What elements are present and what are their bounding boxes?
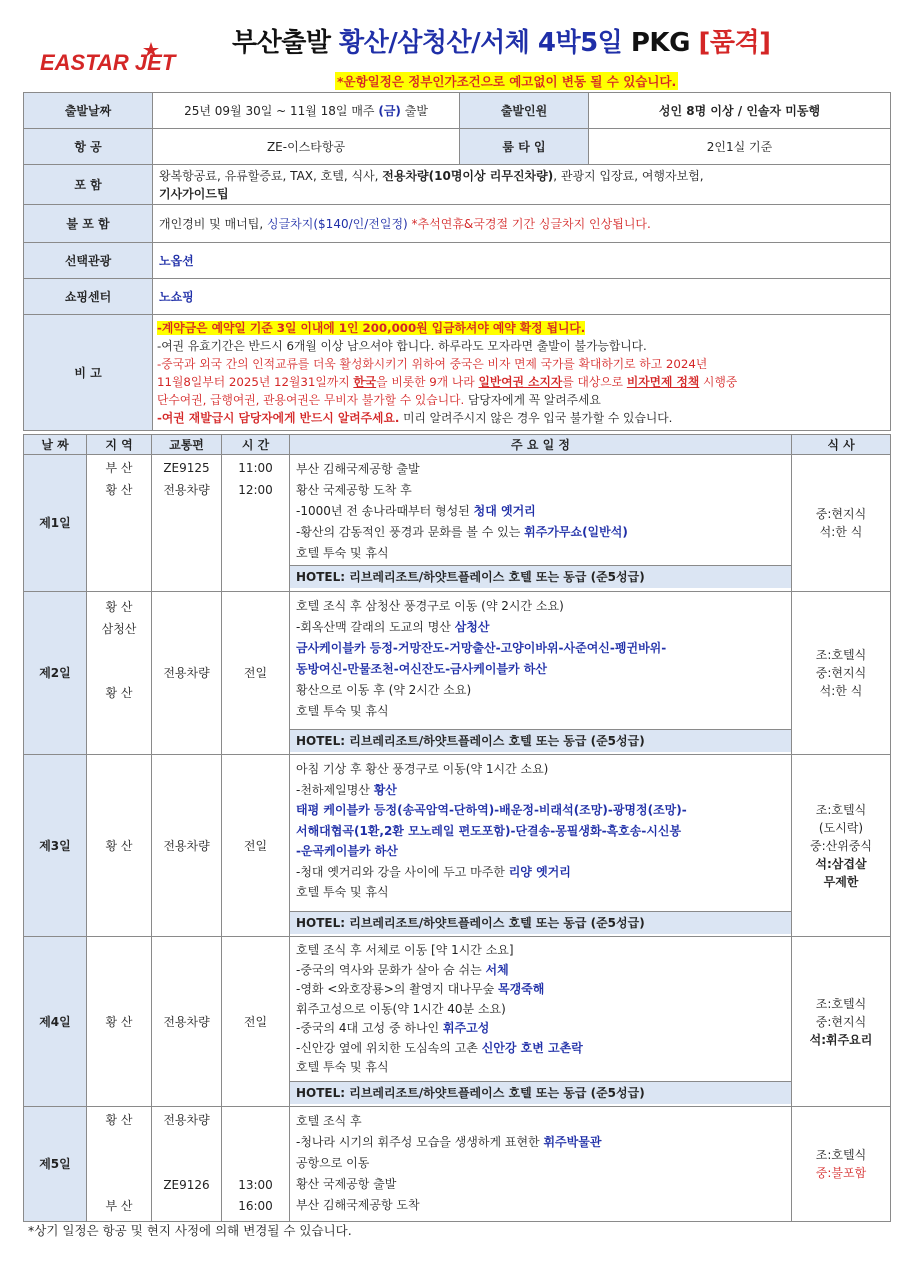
info-row-notes [24, 315, 891, 431]
shopping-value: 노쇼핑 [153, 279, 891, 315]
day-4-row [24, 937, 891, 1107]
day-2-meals: 조:호텔식 중:현지식 석:한 식 [792, 592, 891, 755]
day-2-time: 전일 [222, 592, 290, 755]
info-row-excluded [24, 205, 891, 243]
svg-text:EASTAR JET: EASTAR JET [40, 50, 176, 75]
included-value: 왕복항공료, 유류할증료, TAX, 호텔, 식사, 전용차량(10명이상 리무진차량), 관광지 입장료, 여행자보험, 기사가이드팁 [153, 165, 891, 205]
day-5-row [24, 1107, 891, 1222]
day-4-hotel: HOTEL: 리브레리조트/하얏트플레이스 호텔 또는 동급 (준5성급) [290, 1081, 791, 1104]
notes-label: 비 고 [24, 315, 153, 431]
info-row-airline [24, 129, 891, 165]
day-1-label: 제1일 [24, 455, 87, 592]
package-info-table [23, 92, 891, 431]
page-title: 부산출발 황산/삼청산/서체 4박5일 PKG [품격] [232, 28, 771, 58]
day-5-region: 황 산 부 산 [87, 1107, 152, 1222]
col-meals: 식 사 [792, 435, 891, 455]
day-1-row [24, 455, 891, 592]
day-2-itinerary: 호텔 조식 후 삼청산 풍경구로 이동 (약 2시간 소요) -회옥산맥 갈래의 도교의 명산 삼청산 금사케이블카 등정-거망잔도-거망출산-고양이바위-사준여신-펭귄바위- 동방여신-만물조천-여신잔도-금사케이블카 하산 황산으로 이동 후 (약 2시간 소요) 호텔 투숙 및 휴식 HOTEL: 리브레리조트/하얏트플레이스 호텔 또는 동급 (준5성급) [290, 592, 792, 755]
day-2-hotel: HOTEL: 리브레리조트/하얏트플레이스 호텔 또는 동급 (준5성급) [290, 729, 791, 752]
day-3-row [24, 755, 891, 937]
room-label: 룸 타 입 [460, 129, 589, 165]
notes-value: -계약금은 예약일 기준 3일 이내에 1인 200,000원 입금하셔야 예약 확정 됩니다. -여권 유효기간은 반드시 6개월 이상 남으셔야 합니다. 하루라도 모자라면 출발이 불가능합니다. -중국과 외국 간의 인적교류를 더욱 활성화시키기 위하여 중국은 비자 면제 국가를 확대하기로 하고 2024년 11월8일부터 2025년 12월31일까지 한국을 비롯한 9개 나라 일반여권 소지자를 대상으로 비자면제 정책 시행중 단수여권, 급행여권, 관용여권은 무비자 불가할 수 있습니다. 담당자에게 꼭 알려주세요 -여권 재발급시 담당자에게 반드시 알려주세요. 미리 알려주시지 않은 경우 입국 불가할 수 있습니다. [153, 315, 891, 431]
info-row-departure [24, 93, 891, 129]
day-1-region: 부 산 황 산 [87, 455, 152, 592]
day-3-itinerary: 아침 기상 후 황산 풍경구로 이동(약 1시간 소요) -천하제일명산 황산 태평 케이블카 등정(송곡암역-단하역)-배운정-비래석(조망)-광명정(조망)- 서해대협곡(1환,2환 모노레일 편도포함)-단결송-몽필생화-흑호송-시신봉 -운곡케이블카 하산 -청대 옛거리와 강을 사이에 두고 마주한 리양 옛거리 호텔 투숙 및 휴식 HOTEL: 리브레리조트/하얏트플레이스 호텔 또는 동급 (준5성급) [290, 755, 792, 937]
day-4-transport: 전용차량 [152, 937, 222, 1107]
day-5-time: 13:00 16:00 [222, 1107, 290, 1222]
day-4-time: 전일 [222, 937, 290, 1107]
airline-value: ZE-이스타항공 [153, 129, 460, 165]
day-2-transport: 전용차량 [152, 592, 222, 755]
departure-label: 출발날짜 [24, 93, 153, 129]
departure-value: 25년 09월 30일 ~ 11월 18일 매주 (금) 출발 [153, 93, 460, 129]
day-1-time: 11:00 12:00 [222, 455, 290, 592]
day-5-transport: 전용차량 ZE9126 [152, 1107, 222, 1222]
col-date: 날 짜 [24, 435, 87, 455]
day-1-transport: ZE9125 전용차량 [152, 455, 222, 592]
day-1-meals: 중:현지식 석:한 식 [792, 455, 891, 592]
itinerary-header [24, 435, 891, 455]
col-itinerary: 주 요 일 정 [290, 435, 792, 455]
options-label: 선택관광 [24, 243, 153, 279]
day-3-region: 황 산 [87, 755, 152, 937]
excluded-label: 불 포 함 [24, 205, 153, 243]
footer-note: *상기 일정은 항공 및 현지 사정에 의해 변경될 수 있습니다. [28, 1223, 352, 1238]
col-transport: 교통편 [152, 435, 222, 455]
day-3-transport: 전용차량 [152, 755, 222, 937]
day-2-row [24, 592, 891, 755]
day-2-region: 황 산 삼청산 황 산 [87, 592, 152, 755]
day-3-time: 전일 [222, 755, 290, 937]
included-label: 포 함 [24, 165, 153, 205]
info-row-options [24, 243, 891, 279]
pax-label: 출발인원 [460, 93, 589, 129]
day-2-label: 제2일 [24, 592, 87, 755]
col-time: 시 간 [222, 435, 290, 455]
day-4-meals: 조:호텔식 중:현지식 석:휘주요리 [792, 937, 891, 1107]
options-value: 노옵션 [153, 243, 891, 279]
day-3-label: 제3일 [24, 755, 87, 937]
info-row-included [24, 165, 891, 205]
airline-label: 항 공 [24, 129, 153, 165]
eastar-jet-logo [38, 34, 198, 82]
day-4-region: 황 산 [87, 937, 152, 1107]
pax-value: 성인 8명 이상 / 인솔자 미동행 [589, 93, 891, 129]
info-row-shopping [24, 279, 891, 315]
day-5-meals: 조:호텔식 중:불포함 [792, 1107, 891, 1222]
col-region: 지 역 [87, 435, 152, 455]
room-value: 2인1실 기준 [589, 129, 891, 165]
day-1-itinerary: 부산 김해국제공항 출발 황산 국제공항 도착 후 -1000년 전 송나라때부터 형성된 청대 옛거리 -황산의 감동적인 풍경과 문화를 볼 수 있는 휘주가무쇼(일반석) 호텔 투숙 및 휴식 HOTEL: 리브레리조트/하얏트플레이스 호텔 또는 동급 (준5성급) [290, 455, 792, 592]
day-4-itinerary: 호텔 조식 후 서체로 이동 [약 1시간 소요] -중국의 역사와 문화가 살아 숨 쉬는 서체 -영화 <와호장룡>의 촬영지 대나무숲 목갱죽해 휘주고성으로 이동(약 1시간 40분 소요) -중국의 4대 고성 중 하나인 휘주고성 -신안강 옆에 위치한 도심속의 고촌 신안강 호변 고촌락 호텔 투숙 및 휴식 HOTEL: 리브레리조트/하얏트플레이스 호텔 또는 동급 (준5성급) [290, 937, 792, 1107]
shopping-label: 쇼핑센터 [24, 279, 153, 315]
day-3-meals: 조:호텔식 (도시락) 중:산위중식 석:삼겹살 무제한 [792, 755, 891, 937]
day-4-label: 제4일 [24, 937, 87, 1107]
day-1-hotel: HOTEL: 리브레리조트/하얏트플레이스 호텔 또는 동급 (준5성급) [290, 565, 791, 588]
day-5-label: 제5일 [24, 1107, 87, 1222]
itinerary-table [23, 434, 891, 1222]
schedule-notice: *운항일정은 정부인가조건으로 예고없이 변동 될 수 있습니다. [337, 74, 677, 89]
day-3-hotel: HOTEL: 리브레리조트/하얏트플레이스 호텔 또는 동급 (준5성급) [290, 911, 791, 934]
day-5-itinerary: 호텔 조식 후 -청나라 시기의 휘주성 모습을 생생하게 표현한 휘주박물관 공항으로 이동 황산 국제공항 출발 부산 김해국제공항 도착 [290, 1107, 792, 1222]
excluded-value: 개인경비 및 매너팁, 싱글차지($140/인/전일정) *추석연휴&국경절 기간 싱글차지 인상됩니다. [153, 205, 891, 243]
